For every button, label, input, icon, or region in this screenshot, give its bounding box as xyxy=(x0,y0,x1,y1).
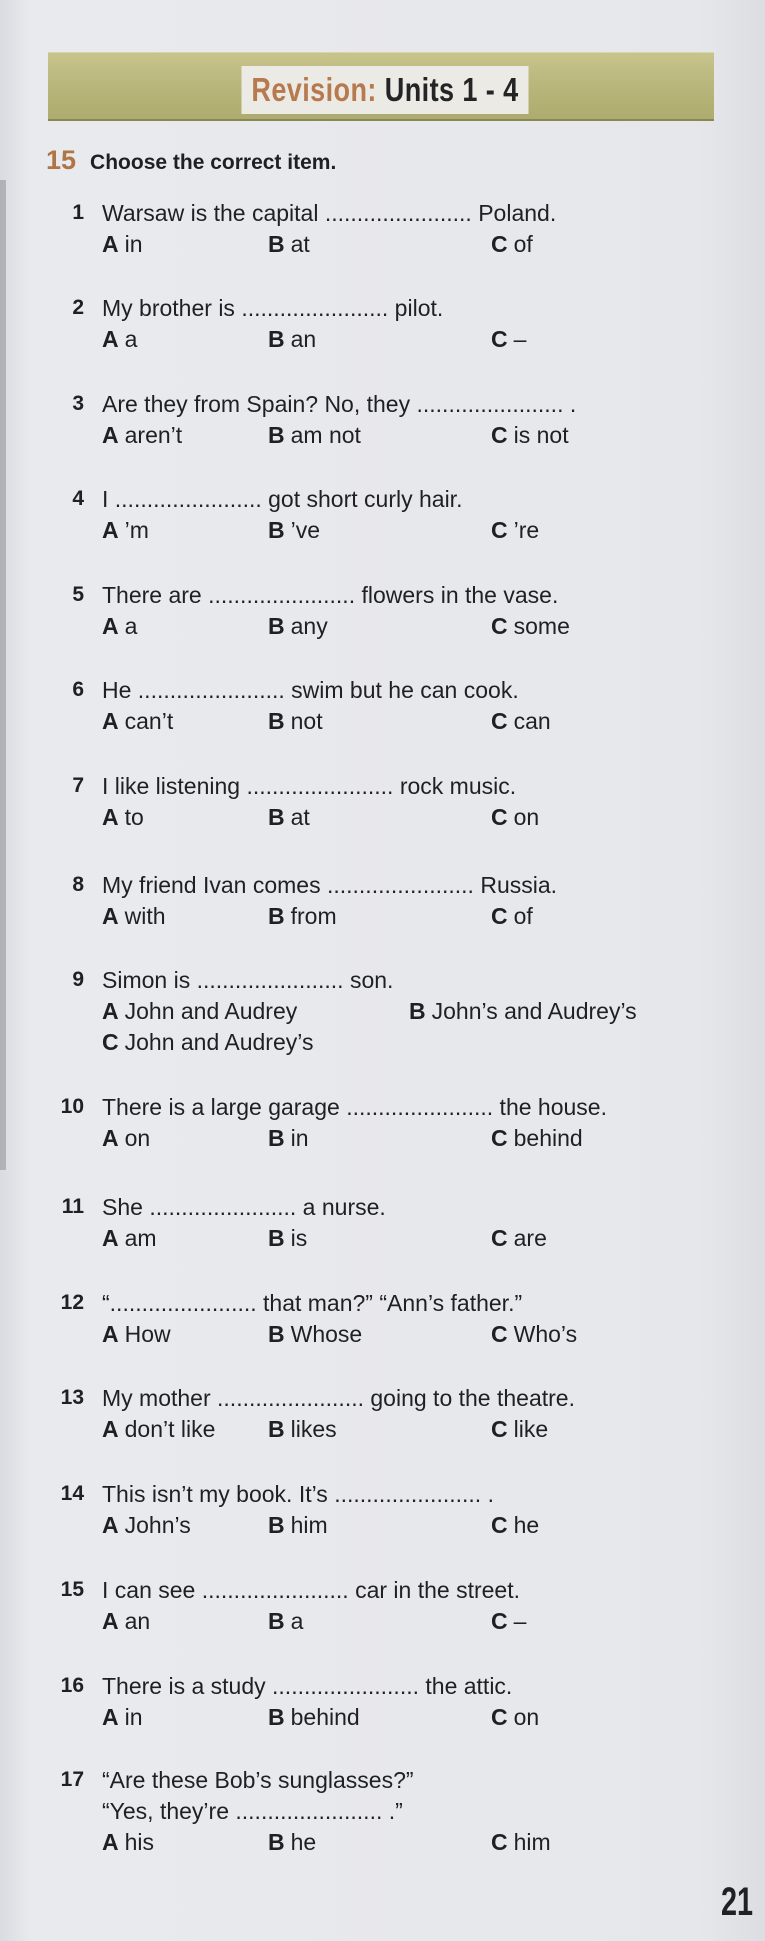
option-letter: B xyxy=(268,1608,285,1634)
option-text: of xyxy=(513,903,533,929)
exercise-number: 15 xyxy=(46,145,77,175)
option-letter: B xyxy=(268,708,285,734)
option-a[interactable] xyxy=(102,229,143,260)
option-text: he xyxy=(513,1512,540,1538)
question-number: 15 xyxy=(60,1578,84,1601)
option-letter: A xyxy=(102,708,119,734)
option-text: ’m xyxy=(124,517,149,543)
option-text: is xyxy=(290,1225,308,1251)
banner-title-rest: Units 1 - 4 xyxy=(384,71,519,108)
question-17 xyxy=(0,1765,765,1875)
option-text: he xyxy=(290,1829,317,1855)
option-text: behind xyxy=(513,1125,583,1151)
option-a[interactable] xyxy=(102,901,166,932)
question-4 xyxy=(0,484,765,564)
option-text: am not xyxy=(290,422,361,448)
option-text: a xyxy=(290,1608,304,1634)
option-text: John’s and Audrey’s xyxy=(431,998,637,1024)
option-a[interactable] xyxy=(102,611,137,642)
question-text: I like listening ....................... rock music. xyxy=(102,773,517,799)
question-number: 12 xyxy=(60,1291,84,1314)
option-a[interactable] xyxy=(102,1319,171,1350)
option-text: ’ve xyxy=(290,517,321,543)
question-text: Are they from Spain? No, they ....................... . xyxy=(102,391,577,417)
option-letter: A xyxy=(102,1608,119,1634)
option-text: – xyxy=(513,1608,527,1634)
question-number: 6 xyxy=(72,678,84,701)
option-c[interactable] xyxy=(491,1702,539,1733)
question-number: 3 xyxy=(72,392,84,415)
question-text: There are ....................... flowers in the vase. xyxy=(102,582,559,608)
option-letter: B xyxy=(268,613,285,639)
option-letter: B xyxy=(268,1704,285,1730)
option-letter: A xyxy=(102,1704,119,1730)
option-b[interactable] xyxy=(268,901,337,932)
question-15 xyxy=(0,1575,765,1655)
option-c[interactable] xyxy=(491,1123,583,1154)
option-letter: C xyxy=(491,1608,508,1634)
option-letter: B xyxy=(268,1512,285,1538)
question-text: There is a study ....................... the attic. xyxy=(102,1673,513,1699)
option-letter: C xyxy=(491,1829,508,1855)
option-a[interactable] xyxy=(102,420,182,451)
option-c[interactable] xyxy=(491,229,533,260)
option-letter: C xyxy=(491,517,508,543)
question-16 xyxy=(0,1671,765,1751)
question-number: 4 xyxy=(72,487,84,510)
option-letter: A xyxy=(102,1829,119,1855)
question-text: My mother ....................... going to the theatre. xyxy=(102,1385,575,1411)
question-5 xyxy=(0,580,765,660)
option-text: Who’s xyxy=(513,1321,578,1347)
question-number: 1 xyxy=(72,201,84,224)
question-text: This isn’t my book. It’s ....................... . xyxy=(102,1481,494,1507)
question-14 xyxy=(0,1479,765,1559)
exercise-header xyxy=(46,145,336,179)
option-text: at xyxy=(290,231,310,257)
option-b[interactable] xyxy=(268,1319,362,1350)
option-b[interactable] xyxy=(268,802,310,833)
option-text: John and Audrey xyxy=(124,998,298,1024)
option-b[interactable] xyxy=(268,1414,337,1445)
question-text: Warsaw is the capital ....................... Poland. xyxy=(102,200,557,226)
option-text: ’re xyxy=(513,517,540,543)
option-text: behind xyxy=(290,1704,360,1730)
question-3 xyxy=(0,389,765,469)
option-letter: B xyxy=(268,1225,285,1251)
question-number: 17 xyxy=(60,1768,84,1791)
page-number: 21 xyxy=(721,1880,754,1924)
option-letter: C xyxy=(491,1416,508,1442)
question-2 xyxy=(0,293,765,373)
option-c[interactable] xyxy=(491,1319,577,1350)
option-c[interactable] xyxy=(491,420,569,451)
option-a[interactable] xyxy=(102,1510,191,1541)
option-text: a xyxy=(124,613,138,639)
option-text: not xyxy=(290,708,323,734)
option-letter: A xyxy=(102,326,119,352)
option-letter: A xyxy=(102,1225,119,1251)
option-letter: A xyxy=(102,422,119,448)
option-letter: A xyxy=(102,804,119,830)
question-text: I ....................... got short curly hair. xyxy=(102,486,463,512)
option-a[interactable] xyxy=(102,1414,215,1445)
option-b[interactable] xyxy=(268,1827,316,1858)
option-text: on xyxy=(513,804,540,830)
option-text: to xyxy=(124,804,144,830)
option-letter: C xyxy=(491,804,508,830)
question-text: I can see ....................... car in the street. xyxy=(102,1577,520,1603)
option-text: from xyxy=(290,903,337,929)
option-b[interactable] xyxy=(268,706,323,737)
option-letter: C xyxy=(491,903,508,929)
option-b[interactable] xyxy=(268,324,316,355)
option-text: on xyxy=(124,1125,151,1151)
option-letter: B xyxy=(268,422,285,448)
question-text: There is a large garage ....................... the house. xyxy=(102,1094,607,1120)
option-letter: B xyxy=(268,1125,285,1151)
option-text: of xyxy=(513,231,533,257)
question-6 xyxy=(0,675,765,755)
option-c[interactable] xyxy=(491,802,539,833)
option-letter: C xyxy=(491,1704,508,1730)
option-c[interactable] xyxy=(491,1223,547,1254)
option-text: an xyxy=(290,326,317,352)
option-letter: C xyxy=(491,1225,508,1251)
question-number: 14 xyxy=(60,1482,84,1505)
option-text: in xyxy=(124,231,143,257)
option-a[interactable] xyxy=(102,1123,150,1154)
option-c[interactable] xyxy=(102,1027,313,1058)
question-text: My friend Ivan comes ....................... Russia. xyxy=(102,872,558,898)
option-text: some xyxy=(513,613,570,639)
option-c[interactable] xyxy=(491,1510,539,1541)
option-text: on xyxy=(513,1704,540,1730)
question-number: 16 xyxy=(60,1674,84,1697)
question-number: 5 xyxy=(72,583,84,606)
option-letter: A xyxy=(102,903,119,929)
option-text: can xyxy=(513,708,551,734)
exercise-instruction: Choose the correct item. xyxy=(90,151,337,174)
option-letter: A xyxy=(102,998,119,1024)
option-a[interactable] xyxy=(102,515,149,546)
option-letter: C xyxy=(491,326,508,352)
question-text: She ....................... a nurse. xyxy=(102,1194,386,1220)
option-c[interactable] xyxy=(491,901,533,932)
option-text: Whose xyxy=(290,1321,363,1347)
option-a[interactable] xyxy=(102,324,137,355)
option-a[interactable] xyxy=(102,1702,143,1733)
option-letter: A xyxy=(102,517,119,543)
banner-title-lead: Revision: xyxy=(251,71,377,108)
option-letter: C xyxy=(491,708,508,734)
option-text: are xyxy=(513,1225,547,1251)
question-12 xyxy=(0,1288,765,1368)
option-a[interactable] xyxy=(102,802,144,833)
option-c[interactable] xyxy=(491,1827,551,1858)
question-1 xyxy=(0,198,765,278)
option-text: in xyxy=(290,1125,309,1151)
question-number: 7 xyxy=(72,774,84,797)
option-text: – xyxy=(513,326,527,352)
option-text: in xyxy=(124,1704,143,1730)
question-13 xyxy=(0,1383,765,1463)
option-b[interactable] xyxy=(268,515,320,546)
option-text: an xyxy=(124,1608,151,1634)
option-letter: B xyxy=(268,1416,285,1442)
option-c[interactable] xyxy=(491,611,570,642)
question-text: My brother is ....................... pilot. xyxy=(102,295,444,321)
option-b[interactable] xyxy=(268,611,328,642)
option-letter: C xyxy=(491,1321,508,1347)
question-text-line-2: “Yes, they’re ....................... .” xyxy=(102,1798,403,1824)
option-letter: C xyxy=(491,613,508,639)
option-letter: A xyxy=(102,613,119,639)
option-letter: B xyxy=(268,804,285,830)
option-text: can’t xyxy=(124,708,174,734)
option-text: at xyxy=(290,804,310,830)
option-c[interactable] xyxy=(491,1414,548,1445)
option-letter: C xyxy=(491,231,508,257)
option-text: John’s xyxy=(124,1512,191,1538)
option-letter: B xyxy=(409,998,426,1024)
question-number: 9 xyxy=(72,968,84,991)
option-letter: A xyxy=(102,1416,119,1442)
option-b[interactable] xyxy=(268,1702,360,1733)
option-text: like xyxy=(513,1416,549,1442)
question-number: 8 xyxy=(72,873,84,896)
question-number: 11 xyxy=(61,1195,84,1218)
option-a[interactable] xyxy=(102,996,297,1027)
option-text: aren’t xyxy=(124,422,183,448)
option-text: a xyxy=(124,326,138,352)
option-text: don’t like xyxy=(124,1416,216,1442)
option-letter: A xyxy=(102,1321,119,1347)
question-text: He ....................... swim but he can cook. xyxy=(102,677,519,703)
option-text: am xyxy=(124,1225,157,1251)
question-10 xyxy=(0,1092,765,1172)
option-c[interactable] xyxy=(491,324,526,355)
option-letter: B xyxy=(268,517,285,543)
question-8 xyxy=(0,870,765,950)
option-text: him xyxy=(513,1829,551,1855)
option-text: him xyxy=(290,1512,328,1538)
option-letter: A xyxy=(102,231,119,257)
option-a[interactable] xyxy=(102,1606,150,1637)
option-letter: B xyxy=(268,1829,285,1855)
question-7 xyxy=(0,771,765,851)
option-letter: B xyxy=(268,326,285,352)
question-text: Simon is ....................... son. xyxy=(102,967,394,993)
option-c[interactable] xyxy=(491,706,551,737)
option-text: John and Audrey’s xyxy=(124,1029,314,1055)
option-b[interactable] xyxy=(268,1123,309,1154)
option-c[interactable] xyxy=(491,1606,526,1637)
option-a[interactable] xyxy=(102,706,173,737)
option-a[interactable] xyxy=(102,1827,154,1858)
option-letter: B xyxy=(268,903,285,929)
option-b[interactable] xyxy=(409,996,637,1027)
option-letter: C xyxy=(491,422,508,448)
question-9 xyxy=(0,965,765,1080)
option-letter: C xyxy=(491,1125,508,1151)
option-letter: B xyxy=(268,1321,285,1347)
option-letter: A xyxy=(102,1125,119,1151)
option-b[interactable] xyxy=(268,1223,307,1254)
option-letter: B xyxy=(268,231,285,257)
question-text: “Are these Bob’s sunglasses?” xyxy=(102,1767,414,1793)
option-text: his xyxy=(124,1829,155,1855)
question-number: 2 xyxy=(72,296,84,319)
option-a[interactable] xyxy=(102,1223,157,1254)
option-letter: C xyxy=(102,1029,119,1055)
option-b[interactable] xyxy=(268,229,310,260)
option-b[interactable] xyxy=(268,420,361,451)
option-b[interactable] xyxy=(268,1510,328,1541)
option-text: How xyxy=(124,1321,171,1347)
question-number: 10 xyxy=(60,1095,84,1118)
option-text: likes xyxy=(290,1416,337,1442)
option-letter: C xyxy=(491,1512,508,1538)
question-text: “....................... that man?” “Ann’s father.” xyxy=(102,1290,523,1316)
option-c[interactable] xyxy=(491,515,539,546)
option-text: any xyxy=(290,613,328,639)
question-11 xyxy=(0,1192,765,1272)
question-number: 13 xyxy=(60,1386,84,1409)
option-text: with xyxy=(124,903,166,929)
banner-title xyxy=(242,66,529,114)
option-text: is not xyxy=(513,422,569,448)
option-letter: A xyxy=(102,1512,119,1538)
option-b[interactable] xyxy=(268,1606,303,1637)
